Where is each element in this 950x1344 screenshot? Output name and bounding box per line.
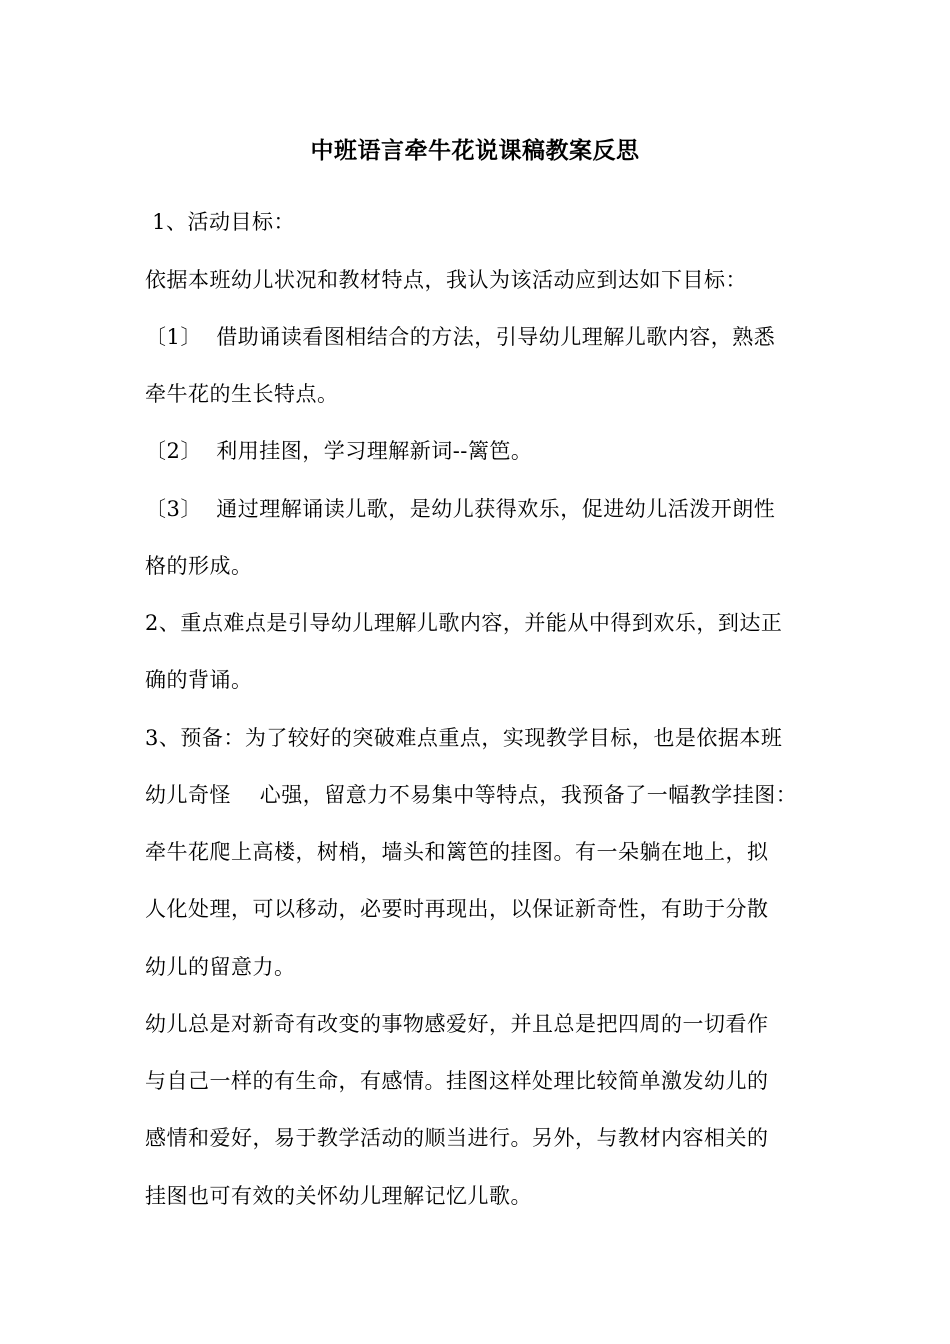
text-line: 格的形成。: [145, 554, 253, 578]
text-line: 确的背诵。: [145, 668, 253, 692]
text-line: 〔2〕 利用挂图，学习理解新词--篱笆。: [145, 439, 533, 463]
text-line: 依据本班幼儿状况和教材特点，我认为该活动应到达如下目标：: [145, 268, 747, 292]
text-line: 与自己一样的有生命，有感情。挂图这样处理比较简单激发幼儿的: [145, 1069, 769, 1093]
text-line: 2、重点难点是引导幼儿理解儿歌内容，并能从中得到欢乐，到达正: [145, 611, 783, 635]
text-line: 牵牛花的生长特点。: [145, 382, 339, 406]
text-line: 1、活动目标：: [145, 210, 296, 234]
text-line: 幼儿的留意力。: [145, 955, 296, 979]
text-line: 幼儿奇怪 心强，留意力不易集中等特点，我预备了一幅教学挂图：: [145, 783, 798, 807]
text-line: 3、预备：为了较好的突破难点重点，实现教学目标，也是依据本班: [145, 726, 783, 750]
text-line: 牵牛花爬上高楼，树梢，墙头和篱笆的挂图。有一朵躺在地上，拟: [145, 840, 769, 864]
text-line: 挂图也可有效的关怀幼儿理解记忆儿歌。: [145, 1184, 532, 1208]
text-line: 幼儿总是对新奇有改变的事物感爱好，并且总是把四周的一切看作: [145, 1012, 769, 1036]
text-line: 人化处理，可以移动，必要时再现出，以保证新奇性，有助于分散: [145, 897, 769, 921]
text-line: 〔3〕 通过理解诵读儿歌，是幼儿获得欢乐，促进幼儿活泼开朗性: [145, 497, 776, 521]
text-line: 〔1〕 借助诵读看图相结合的方法，引导幼儿理解儿歌内容，熟悉: [145, 325, 776, 349]
text-line: 感情和爱好，易于教学活动的顺当进行。另外，与教材内容相关的: [145, 1126, 769, 1150]
document-title: 中班语言牵牛花说课稿教案反思: [310, 137, 640, 164]
